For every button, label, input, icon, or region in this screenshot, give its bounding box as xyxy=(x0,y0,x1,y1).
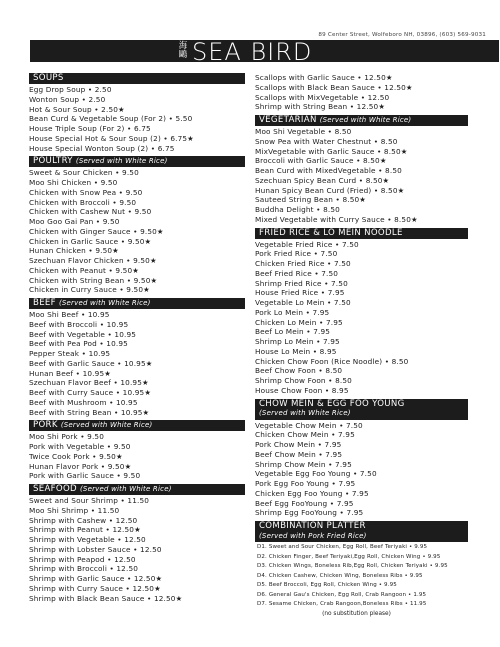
menu-item: Beef with Curry Sauce • 10.95★ xyxy=(29,388,152,397)
menu-item: Pork Egg Foo Young • 7.95 xyxy=(255,479,356,488)
menu-item: Sauteed String Bean • 8.50★ xyxy=(255,195,366,205)
menu-item: Shrimp Lo Mein • 7.95 xyxy=(255,337,340,346)
menu-item: Sweet & Sour Chicken • 9.50 xyxy=(29,168,139,178)
menu-item: Szechuan Spicy Bean Curd • 8.50★ xyxy=(255,175,390,185)
section-title: CHOW MEIN & EGG FOO YOUNG xyxy=(259,398,405,409)
menu-item: Chicken Egg Foo Young • 7.95 xyxy=(255,488,369,498)
menu-item: Pepper Steak • 10.95 xyxy=(29,349,111,358)
section-vegetarian xyxy=(255,115,468,225)
menu-item: Pork Fried Rice • 7.50 xyxy=(255,249,338,259)
combination-item: D3. Chicken Wings, Boneless Rib,Egg Roll, Chicken Teriyaki • 9.95 xyxy=(257,563,448,569)
menu-item: Moo Shi Vegetable • 8.50 xyxy=(255,127,352,136)
section-header xyxy=(255,399,468,420)
section-subtitle: (Served with White Rice) xyxy=(319,116,412,124)
combination-item: D5. Beef Broccoli, Egg Roll, Chicken Wing • 9.95 xyxy=(257,582,397,588)
menu-item: Beef Fried Rice • 7.50 xyxy=(255,268,339,278)
section-title: SOUPS xyxy=(33,73,64,83)
menu-item: Vegetable Fried Rice • 7.50 xyxy=(255,239,359,249)
section-title: POULTRY xyxy=(33,156,73,167)
menu-item: Beef with Garlic Sauce • 10.95★ xyxy=(29,358,153,368)
menu-item: Vegetable Chow Mein • 7.50 xyxy=(255,420,363,430)
chinese-name: 海鷗 xyxy=(178,41,188,60)
menu-item: Moo Goo Gai Pan • 9.50 xyxy=(29,217,120,226)
menu-item: Twice Cook Pork • 9.50★ xyxy=(29,451,123,461)
menu-item: Scallops with Garlic Sauce • 12.50★ xyxy=(255,73,393,82)
menu-list xyxy=(29,310,245,417)
section-header xyxy=(29,298,245,309)
menu-list xyxy=(29,85,245,153)
menu-item: Pork Chow Mein • 7.95 xyxy=(255,440,342,449)
section-title: BEEF xyxy=(33,298,56,308)
section-fried-rice xyxy=(255,228,468,396)
restaurant-title: SEA BIRD xyxy=(192,38,313,66)
menu-list xyxy=(255,127,468,225)
menu-item: Vegetable Egg Foo Young • 7.50 xyxy=(255,469,377,479)
menu-item: Beef with Broccoli • 10.95 xyxy=(29,319,129,329)
scallop-list xyxy=(255,73,468,112)
section-header xyxy=(29,73,245,84)
section-pork xyxy=(29,420,245,481)
menu-item: Beef Lo Mein • 7.95 xyxy=(255,327,331,337)
section-header xyxy=(29,484,245,495)
menu-item: Shrimp with Lobster Sauce • 12.50 xyxy=(29,544,162,554)
combination-item: D1. Sweet and Sour Chicken, Egg Roll, Beef Teriyaki • 9.95 xyxy=(257,544,428,550)
menu-item: Shrimp with Curry Sauce • 12.50★ xyxy=(29,583,161,593)
menu-item: Pork with Garlic Sauce • 9.50 xyxy=(29,471,141,481)
menu-item: Beef with Mushroom • 10.95 xyxy=(29,397,138,407)
menu-list xyxy=(29,168,245,295)
menu-item: Shrimp with Peapod • 12.50 xyxy=(29,554,136,564)
menu-item: Beef with Pea Pod • 10.95 xyxy=(29,339,128,349)
combination-item: D2. Chicken Finger, Beef Teriyaki,Egg Roll, Chicken Wing • 9.95 xyxy=(257,553,441,560)
menu-item: Chicken with Snow Pea • 9.50 xyxy=(29,187,143,197)
menu-item: Hunan Flavor Pork • 9.50★ xyxy=(29,461,132,471)
section-subtitle: (Served with White Rice) xyxy=(58,299,151,307)
address-line: 89 Center Street, Wolfeboro NH, 03896, (603) 569-9031 xyxy=(318,32,486,38)
section-header xyxy=(255,521,468,542)
menu-item: Beef with Vegetable • 10.95 xyxy=(29,329,137,339)
menu-item: Chicken with Peanut • 9.50★ xyxy=(29,265,139,275)
combination-item: D7. Sesame Chicken, Crab Rangoon,Boneless Ribs • 11.95 xyxy=(257,601,427,607)
section-seafood xyxy=(29,484,245,603)
section-subtitle: (Served with White Rice) xyxy=(80,485,172,493)
section-header xyxy=(29,420,245,431)
menu-item: House Lo Mein • 8.95 xyxy=(255,346,337,356)
section-subtitle: (Served with White Rice) xyxy=(75,157,168,166)
menu-item: Hunan Spicy Bean Curd (Fried) • 8.50★ xyxy=(255,185,405,195)
menu-item: Chicken Fried Rice • 7.50 xyxy=(255,259,351,268)
menu-item: Chicken with String Bean • 9.50★ xyxy=(29,275,158,285)
section-subtitle: (Served with Pork Fried Rice) xyxy=(259,531,367,540)
section-title: FRIED RICE & LO MEIN NOODLE xyxy=(259,227,403,238)
menu-item: Shrimp with Cashew • 12.50 xyxy=(29,515,138,525)
menu-item: Pork Lo Mein • 7.95 xyxy=(255,307,330,317)
menu-item: Szechuan Flavor Chicken • 9.50★ xyxy=(29,256,157,265)
title-banner xyxy=(30,38,499,66)
menu-item: Beef Chow Mein • 7.95 xyxy=(255,449,343,459)
menu-item: Beef Egg FooYoung • 7.95 xyxy=(255,498,354,508)
menu-item: Hunan Beef • 10.95★ xyxy=(29,368,111,378)
menu-item: Bean Curd with MixedVegetable • 8.50 xyxy=(255,166,402,175)
menu-item: MixVegetable with Garlic Sauce • 8.50★ xyxy=(255,146,408,156)
section-poultry xyxy=(29,156,245,295)
menu-item: Broccoli with Garlic Sauce • 8.50★ xyxy=(255,156,387,166)
menu-item: Egg Drop Soup • 2.50 xyxy=(29,85,112,94)
menu-item: House Triple Soup (For 2) • 6.75 xyxy=(29,124,151,133)
section-header xyxy=(255,228,468,239)
menu-item: Chicken in Garlic Sauce • 9.50★ xyxy=(29,236,152,246)
menu-item: Mixed Vegetable with Curry Sauce • 8.50★ xyxy=(255,214,418,224)
menu-item: Snow Pea with Water Chestnut • 8.50 xyxy=(255,136,398,146)
menu-item: House Fried Rice • 7.95 xyxy=(255,288,345,298)
menu-item: Moo Shi Shrimp • 11.50 xyxy=(29,505,120,515)
section-chow-mein xyxy=(255,399,468,519)
menu-item: Beef with String Bean • 10.95★ xyxy=(29,407,150,417)
section-header xyxy=(255,115,468,126)
menu-item: House Special Hot & Sour Soup (2) • 6.75★ xyxy=(29,133,194,143)
menu-item: Shrimp Egg FooYoung • 7.95 xyxy=(255,508,364,518)
menu-item: Chicken Chow Mein • 7.95 xyxy=(255,430,355,440)
menu-item: Szechuan Flavor Beef • 10.95★ xyxy=(29,378,149,388)
section-subtitle: (Served with White Rice) xyxy=(259,409,351,417)
menu-item: House Chow Foon • 8.95 xyxy=(255,385,349,395)
menu-item: Chicken with Broccoli • 9.50 xyxy=(29,197,137,207)
menu-list xyxy=(255,240,468,396)
menu-item: Scallops with MixVegetable • 12.50 xyxy=(255,92,390,102)
menu-item: Buddha Delight • 8.50 xyxy=(255,205,340,214)
menu-item: Shrimp with Black Bean Sauce • 12.50★ xyxy=(29,593,183,603)
no-substitution-note: (no substitution please) xyxy=(322,610,391,617)
menu-item: Scallops with Black Bean Sauce • 12.50★ xyxy=(255,82,413,92)
combination-item: D6. General Gau's Chicken, Egg Roll, Crab Rangoon • 1.95 xyxy=(257,591,427,598)
menu-item: Chicken Chow Foon (Rice Noodle) • 8.50 xyxy=(255,356,409,366)
section-soups xyxy=(29,73,245,153)
menu-item: Shrimp with Vegetable • 12.50 xyxy=(29,535,146,544)
menu-list xyxy=(255,421,468,519)
menu-item: Shrimp with Peanut • 12.50★ xyxy=(29,525,141,535)
menu-item: Sweet and Sour Shrimp • 11.50 xyxy=(29,496,150,505)
menu-item: Shrimp with Garlic Sauce • 12.50★ xyxy=(29,574,163,583)
section-subtitle: (Served with White Rice) xyxy=(60,421,153,430)
menu-item: Moo Shi Chicken • 9.50 xyxy=(29,178,118,187)
menu-list xyxy=(29,496,245,603)
left-column xyxy=(29,73,245,606)
menu-item: House Special Wonton Soup (2) • 6.75 xyxy=(29,143,175,153)
menu-item: Beef Chow Foon • 8.50 xyxy=(255,366,343,376)
menu-item: Moo Shi Beef • 10.95 xyxy=(29,310,110,319)
menu-item: Hot & Sour Soup • 2.50★ xyxy=(29,104,125,114)
menu-item: Pork with Vegetable • 9.50 xyxy=(29,442,131,451)
menu-item: Shrimp Fried Rice • 7.50 xyxy=(255,278,348,288)
combination-list xyxy=(255,543,468,610)
section-title: COMBINATION PLATTER xyxy=(259,521,366,531)
menu-item: Chicken with Cashew Nut • 9.50 xyxy=(29,207,152,217)
section-header xyxy=(29,156,245,167)
menu-item: Shrimp Chow Foon • 8.50 xyxy=(255,376,352,385)
section-title: SEAFOOD xyxy=(33,484,77,494)
combination-item: D4. Chicken Cashew, Chicken Wing, Boneless Ribs • 9.95 xyxy=(257,572,423,579)
menu-item: Hunan Chicken • 9.50★ xyxy=(29,246,119,256)
menu-item: Wonton Soup • 2.50 xyxy=(29,94,106,104)
section-title: PORK xyxy=(33,420,58,431)
section-title: VEGETARIAN xyxy=(259,115,317,125)
menu-item: Moo Shi Pork • 9.50 xyxy=(29,432,105,442)
menu-item: Bean Curd & Vegetable Soup (For 2) • 5.50 xyxy=(29,114,193,124)
section-combination xyxy=(255,521,468,619)
right-column xyxy=(255,73,468,622)
section-beef xyxy=(29,298,245,417)
menu-item: Shrimp with String Bean • 12.50★ xyxy=(255,102,386,112)
menu-item: Chicken Lo Mein • 7.95 xyxy=(255,317,343,327)
menu-list xyxy=(29,432,245,481)
menu-item: Shrimp with Broccoli • 12.50 xyxy=(29,564,139,574)
menu-item: Chicken with Ginger Sauce • 9.50★ xyxy=(29,226,164,236)
menu-item: Vegetable Lo Mein • 7.50 xyxy=(255,298,351,307)
menu-item: Shrimp Chow Mein • 7.95 xyxy=(255,459,352,469)
menu-item: Chicken in Curry Sauce • 9.50★ xyxy=(29,285,150,295)
